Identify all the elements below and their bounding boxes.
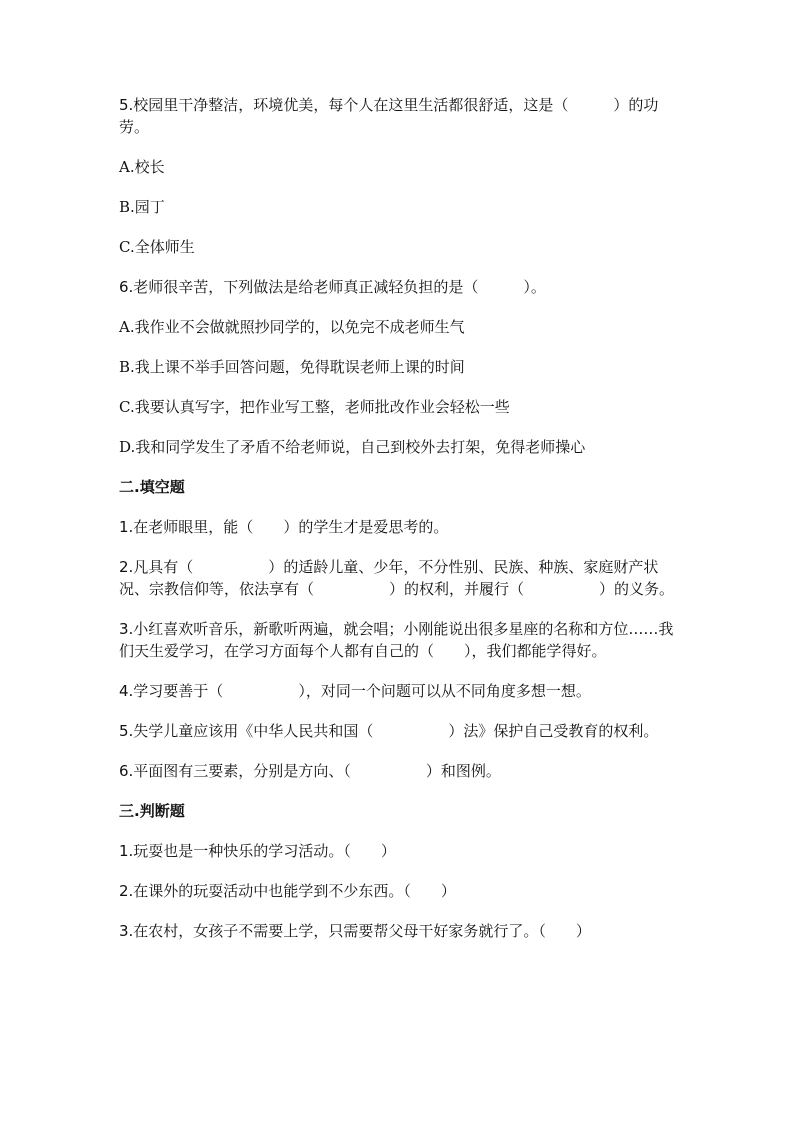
- option-d: D.我和同学发生了矛盾不给老师说，自己到校外去打架，免得老师操心: [119, 438, 586, 456]
- option-b: B.园丁: [119, 198, 165, 216]
- question-fill-3: 3.小红喜欢听音乐，新歌听两遍，就会唱；小刚能说出很多星座的名称和方位……我们天生爱学习，在学习方面每个人都有自己的（ ），我们都能学得好。: [119, 620, 674, 660]
- question-judge-2: 2.在课外的玩耍活动中也能学到不少东西。（ ）: [119, 882, 456, 900]
- option-c: C.全体师生: [119, 238, 195, 256]
- option-c: C.我要认真写字，把作业写工整，老师批改作业会轻松一些: [119, 398, 510, 416]
- question-choice-6: 6.老师很辛苦，下列做法是给老师真正减轻负担的是（ ）。: [119, 278, 546, 296]
- question-choice-5: 5.校园里干净整洁，环境优美，每个人在这里生活都很舒适，这是（ ）的功劳。: [119, 96, 659, 136]
- question-fill-6: 6.平面图有三要素，分别是方向、（ ）和图例。: [119, 762, 501, 780]
- option-b: B.我上课不举手回答问题，免得耽误老师上课的时间: [119, 358, 465, 376]
- question-fill-2: 2.凡具有（ ）的适龄儿童、少年，不分性别、民族、种族、家庭财产状况、宗教信仰等，依法享有（ ）的权利，并履行（ ）的义务。: [119, 558, 675, 598]
- question-judge-1: 1.玩耍也是一种快乐的学习活动。（ ）: [119, 842, 396, 860]
- option-a: A.我作业不会做就照抄同学的，以免完不成老师生气: [119, 318, 465, 336]
- section-title-judge: 三.判断题: [119, 802, 185, 820]
- section-title-fill: 二.填空题: [119, 478, 185, 496]
- question-fill-1: 1.在老师眼里，能（ ）的学生才是爱思考的。: [119, 518, 449, 536]
- question-judge-3: 3.在农村，女孩子不需要上学，只需要帮父母干好家务就行了。（ ）: [119, 922, 591, 940]
- question-fill-5: 5.失学儿童应该用《中华人民共和国（ ）法》保护自己受教育的权利。: [119, 722, 659, 740]
- option-a: A.校长: [119, 158, 165, 176]
- question-fill-4: 4.学习要善于（ ），对同一个问题可以从不同角度多想一想。: [119, 682, 591, 700]
- worksheet-page: [119, 94, 679, 960]
